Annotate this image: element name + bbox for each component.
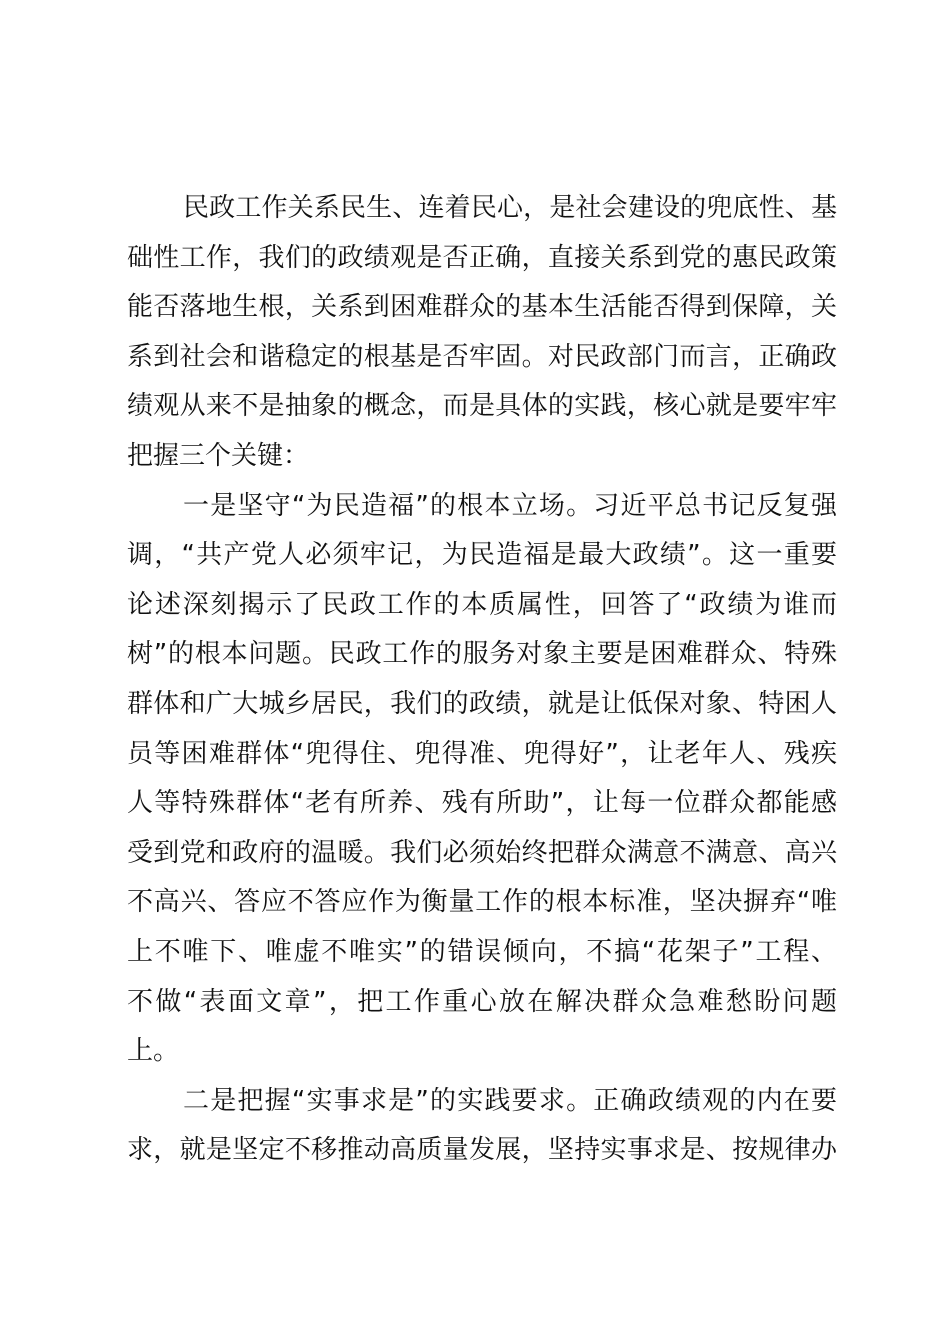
text-line: 础性工作，我们的政绩观是否正确，直接关系到党的惠民政策	[127, 242, 837, 273]
text-line: 能否落地生根，关系到困难群众的基本生活能否得到保障，关	[127, 292, 837, 323]
text-line: 上不唯下、唯虚不唯实”的错误倾向，不搞“花架子”工程、	[127, 936, 837, 967]
text-line: 论述深刻揭示了民政工作的本质属性，回答了“政绩为谁而	[127, 589, 837, 620]
text-line: 不做“表面文章”，把工作重心放在解决群众急难愁盼问题	[127, 986, 837, 1017]
text-line: 系到社会和谐稳定的根基是否牢固。对民政部门而言，正确政	[127, 341, 837, 372]
text-line: 调，“共产党人必须牢记，为民造福是最大政绩”。这一重要	[127, 540, 837, 571]
document-page	[127, 184, 837, 1176]
text-line: 受到党和政府的温暖。我们必须始终把群众满意不满意、高兴	[127, 837, 837, 868]
text-line: 上。	[127, 1036, 180, 1067]
text-line: 一是坚守“为民造福”的根本立场。习近平总书记反复强	[183, 490, 837, 521]
text-line: 员等困难群体“兜得住、兜得准、兜得好”，让老年人、残疾	[127, 738, 837, 769]
text-line: 不高兴、答应不答应作为衡量工作的根本标准，坚决摒弃“唯	[127, 887, 837, 918]
text-line: 人等特殊群体“老有所养、残有所助”，让每一位群众都能感	[127, 788, 837, 819]
text-line: 求，就是坚定不移推动高质量发展，坚持实事求是、按规律办	[127, 1135, 837, 1166]
paragraph-point-two	[127, 1077, 837, 1176]
text-line: 民政工作关系民生、连着民心，是社会建设的兜底性、基	[183, 193, 837, 223]
text-line: 二是把握“实事求是”的实践要求。正确政绩观的内在要	[183, 1085, 837, 1116]
paragraph-intro	[127, 184, 837, 482]
paragraph-point-one	[127, 482, 837, 1077]
text-line: 把握三个关键：	[127, 440, 310, 471]
text-line: 树”的根本问题。民政工作的服务对象主要是困难群众、特殊	[127, 639, 837, 670]
text-line: 绩观从来不是抽象的概念，而是具体的实践，核心就是要牢牢	[127, 391, 837, 422]
text-line: 群体和广大城乡居民，我们的政绩，就是让低保对象、特困人	[127, 688, 837, 719]
